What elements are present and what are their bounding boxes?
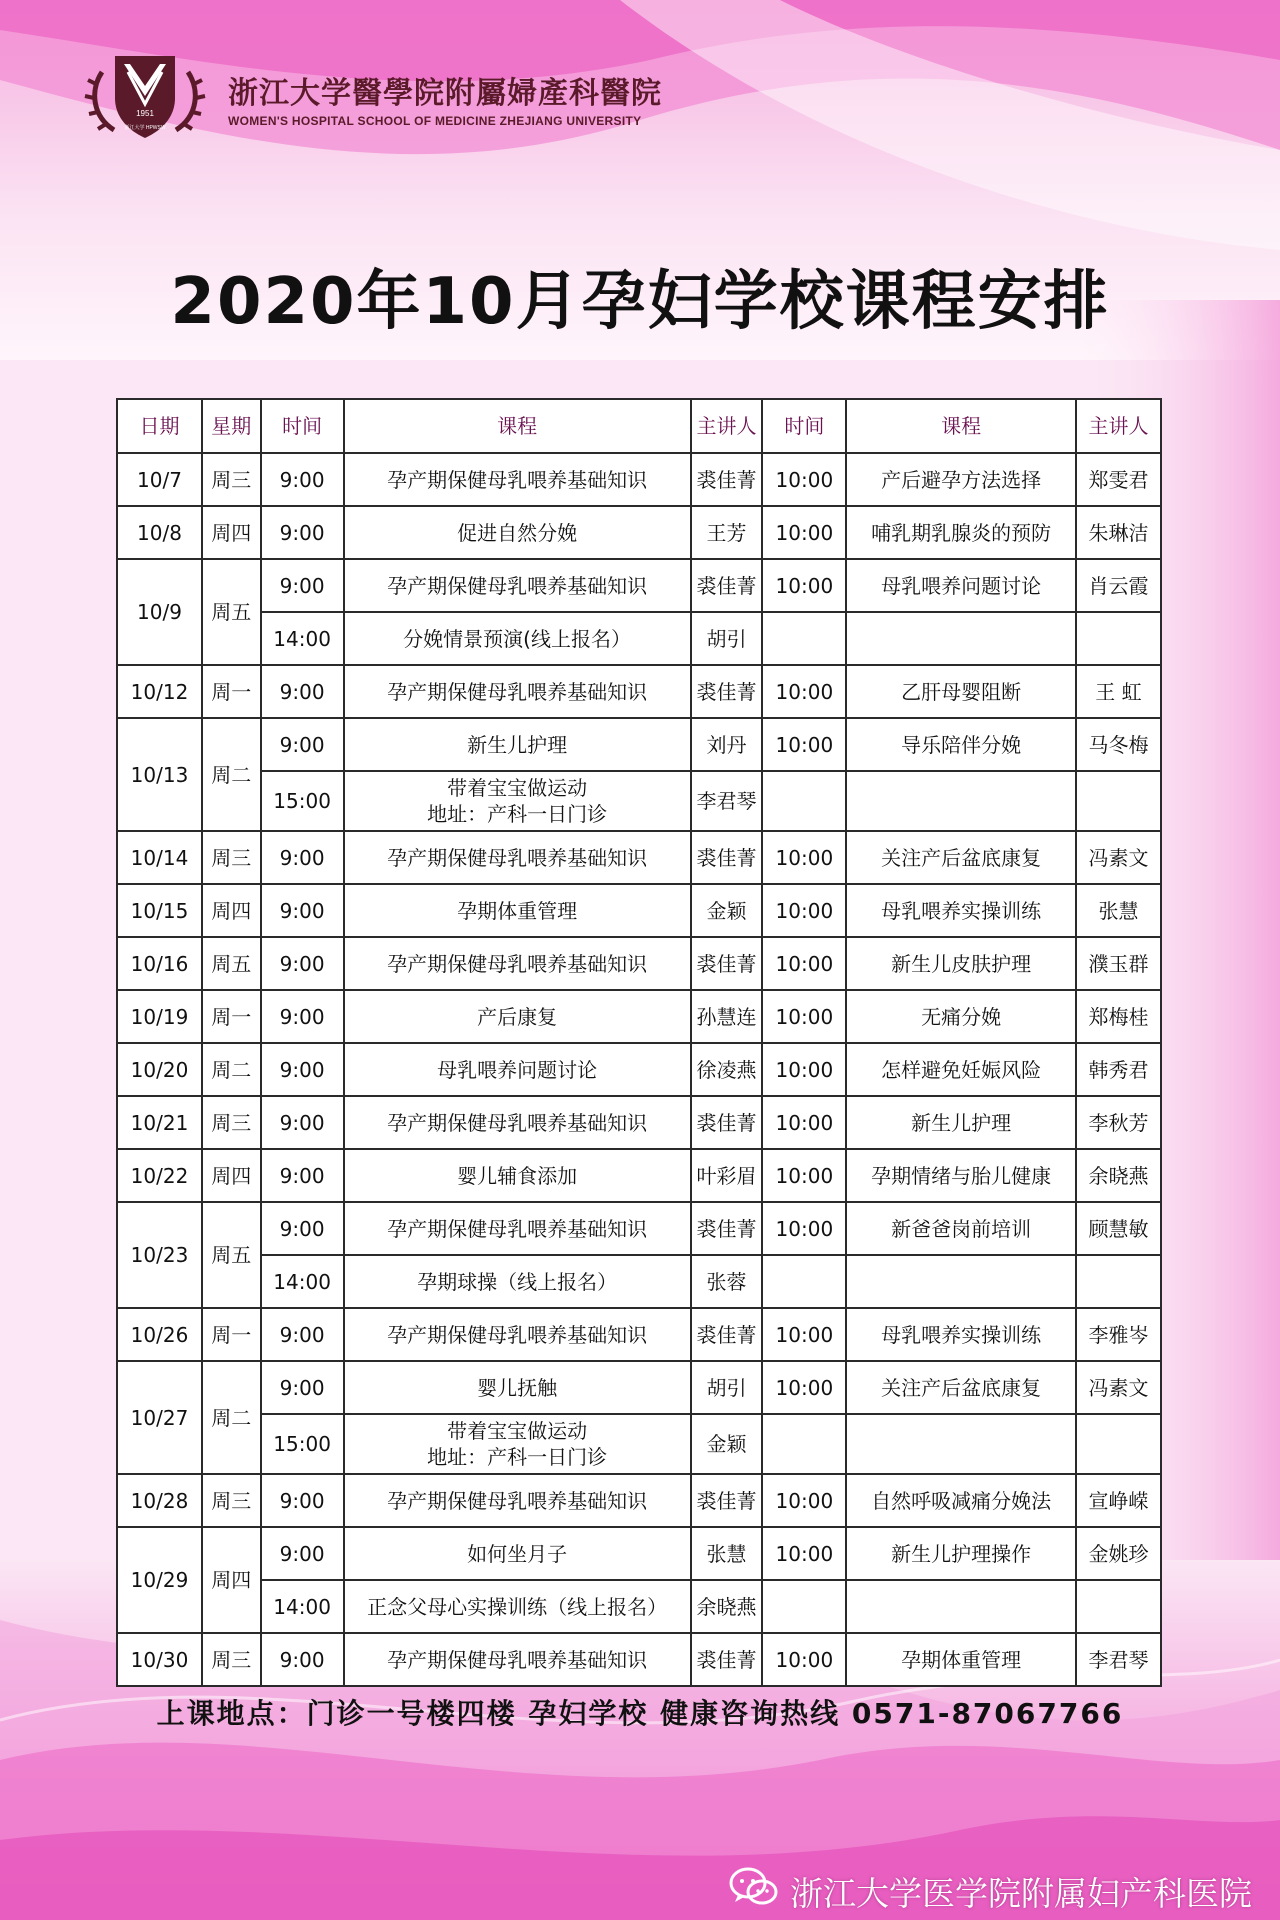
course-cell: 孕产期保健母乳喂养基础知识 [344, 1308, 691, 1361]
course-cell: 导乐陪伴分娩 [846, 718, 1076, 771]
header-lecturer-2: 主讲人 [1076, 399, 1161, 453]
time-cell [762, 612, 846, 665]
time-cell: 9:00 [261, 1202, 344, 1255]
weekday-cell: 周五 [202, 1202, 261, 1308]
course-cell: 乙肝母婴阻断 [846, 665, 1076, 718]
lecturer-cell: 裘佳菁 [691, 665, 763, 718]
weekday-cell: 周四 [202, 884, 261, 937]
weekday-cell: 周三 [202, 1633, 261, 1686]
lecturer-cell: 金姚珍 [1076, 1527, 1161, 1580]
weekday-cell: 周四 [202, 506, 261, 559]
course-cell [846, 771, 1076, 831]
hospital-emblem-logo [80, 50, 210, 140]
course-cell: 孕产期保健母乳喂养基础知识 [344, 453, 691, 506]
lecturer-cell: 裘佳菁 [691, 937, 763, 990]
lecturer-cell: 张慧 [691, 1527, 763, 1580]
table-row [117, 559, 1161, 612]
lecturer-cell: 濮玉群 [1076, 937, 1161, 990]
date-cell: 10/21 [117, 1096, 202, 1149]
weekday-cell: 周三 [202, 1474, 261, 1527]
course-cell [846, 1580, 1076, 1633]
weekday-cell: 周四 [202, 1149, 261, 1202]
lecturer-cell: 胡引 [691, 612, 763, 665]
time-cell: 9:00 [261, 937, 344, 990]
lecturer-cell: 裘佳菁 [691, 831, 763, 884]
lecturer-cell: 余晓燕 [691, 1580, 763, 1633]
weekday-cell: 周二 [202, 1043, 261, 1096]
weekday-cell: 周三 [202, 1096, 261, 1149]
lecturer-cell: 裘佳菁 [691, 453, 763, 506]
table-row [117, 1580, 1161, 1633]
course-cell: 孕产期保健母乳喂养基础知识 [344, 937, 691, 990]
time-cell: 10:00 [762, 1043, 846, 1096]
time-cell: 10:00 [762, 1474, 846, 1527]
lecturer-cell: 顾慧敏 [1076, 1202, 1161, 1255]
lecturer-cell: 王 虹 [1076, 665, 1161, 718]
course-cell: 分娩情景预演(线上报名） [344, 612, 691, 665]
time-cell: 10:00 [762, 831, 846, 884]
lecturer-cell: 王芳 [691, 506, 763, 559]
lecturer-cell: 李君琴 [1076, 1633, 1161, 1686]
course-cell: 孕产期保健母乳喂养基础知识 [344, 1096, 691, 1149]
course-cell: 自然呼吸减痛分娩法 [846, 1474, 1076, 1527]
lecturer-cell [1076, 1255, 1161, 1308]
table-header-row [117, 399, 1161, 453]
course-cell [846, 612, 1076, 665]
table-row [117, 990, 1161, 1043]
lecturer-cell: 裘佳菁 [691, 1308, 763, 1361]
time-cell: 10:00 [762, 1149, 846, 1202]
time-cell: 9:00 [261, 559, 344, 612]
course-cell: 母乳喂养问题讨论 [344, 1043, 691, 1096]
table-row [117, 1149, 1161, 1202]
header-date: 日期 [117, 399, 202, 453]
lecturer-cell: 张蓉 [691, 1255, 763, 1308]
course-cell [344, 771, 691, 831]
date-cell: 10/8 [117, 506, 202, 559]
time-cell: 10:00 [762, 884, 846, 937]
table-row [117, 884, 1161, 937]
weekday-cell: 周二 [202, 1361, 261, 1474]
date-cell: 10/29 [117, 1527, 202, 1633]
table-row [117, 831, 1161, 884]
course-cell: 孕期球操（线上报名） [344, 1255, 691, 1308]
date-cell: 10/23 [117, 1202, 202, 1308]
lecturer-cell: 裘佳菁 [691, 1096, 763, 1149]
time-cell: 10:00 [762, 1527, 846, 1580]
weekday-cell: 周三 [202, 831, 261, 884]
table-row [117, 453, 1161, 506]
lecturer-cell: 刘丹 [691, 718, 763, 771]
time-cell: 10:00 [762, 718, 846, 771]
course-cell: 正念父母心实操训练（线上报名） [344, 1580, 691, 1633]
time-cell: 14:00 [261, 1255, 344, 1308]
lecturer-cell: 马冬梅 [1076, 718, 1161, 771]
course-cell: 新生儿护理 [344, 718, 691, 771]
date-cell: 10/16 [117, 937, 202, 990]
course-cell: 母乳喂养实操训练 [846, 1308, 1076, 1361]
lecturer-cell: 徐凌燕 [691, 1043, 763, 1096]
class-location-hotline: 上课地点：门诊一号楼四楼 孕妇学校 健康咨询热线 0571-87067766 [156, 1697, 1124, 1730]
weekday-cell: 周四 [202, 1527, 261, 1633]
course-name: 带着宝宝做运动 [447, 776, 588, 800]
header-course-2: 课程 [846, 399, 1076, 453]
table-row [117, 1633, 1161, 1686]
course-cell: 母乳喂养实操训练 [846, 884, 1076, 937]
time-cell: 10:00 [762, 1096, 846, 1149]
course-cell [344, 1414, 691, 1474]
table-row [117, 1361, 1161, 1414]
weekday-cell: 周五 [202, 937, 261, 990]
weekday-cell: 周二 [202, 718, 261, 831]
lecturer-cell: 朱琳洁 [1076, 506, 1161, 559]
time-cell: 9:00 [261, 884, 344, 937]
date-cell: 10/14 [117, 831, 202, 884]
time-cell: 9:00 [261, 1308, 344, 1361]
lecturer-cell: 冯素文 [1076, 831, 1161, 884]
lecturer-cell: 肖云霞 [1076, 559, 1161, 612]
header-course-1: 课程 [344, 399, 691, 453]
time-cell: 9:00 [261, 1043, 344, 1096]
course-cell: 孕产期保健母乳喂养基础知识 [344, 559, 691, 612]
course-cell: 孕产期保健母乳喂养基础知识 [344, 1474, 691, 1527]
header-lecturer-1: 主讲人 [691, 399, 763, 453]
date-cell: 10/9 [117, 559, 202, 665]
table-row [117, 937, 1161, 990]
table-row [117, 1202, 1161, 1255]
table-row [117, 718, 1161, 771]
date-cell: 10/13 [117, 718, 202, 831]
time-cell: 10:00 [762, 1308, 846, 1361]
course-cell: 孕产期保健母乳喂养基础知识 [344, 1202, 691, 1255]
time-cell: 10:00 [762, 665, 846, 718]
course-cell: 促进自然分娩 [344, 506, 691, 559]
time-cell: 9:00 [261, 1633, 344, 1686]
wechat-icon [728, 1866, 780, 1908]
course-cell: 婴儿辅食添加 [344, 1149, 691, 1202]
emblem-year: 1951 [136, 109, 154, 118]
date-cell: 10/7 [117, 453, 202, 506]
course-cell: 孕期体重管理 [344, 884, 691, 937]
course-location: 地址：产科一日门诊 [427, 1445, 608, 1469]
lecturer-cell: 宣峥嵘 [1076, 1474, 1161, 1527]
lecturer-cell [1076, 612, 1161, 665]
header-time-1: 时间 [261, 399, 344, 453]
hospital-name-en: WOMEN'S HOSPITAL SCHOOL OF MEDICINE ZHEJIANG UNIVERSITY [228, 114, 642, 128]
weekday-cell: 周一 [202, 665, 261, 718]
lecturer-cell: 金颖 [691, 1414, 763, 1474]
date-cell: 10/30 [117, 1633, 202, 1686]
lecturer-cell: 冯素文 [1076, 1361, 1161, 1414]
table-row [117, 771, 1161, 831]
time-cell: 10:00 [762, 506, 846, 559]
course-cell: 孕产期保健母乳喂养基础知识 [344, 1633, 691, 1686]
header-weekday: 星期 [202, 399, 261, 453]
course-cell: 母乳喂养问题讨论 [846, 559, 1076, 612]
table-body [117, 453, 1161, 1686]
lecturer-cell [1076, 771, 1161, 831]
lecturer-cell: 裘佳菁 [691, 1202, 763, 1255]
time-cell: 15:00 [261, 771, 344, 831]
course-cell: 新爸爸岗前培训 [846, 1202, 1076, 1255]
table-row [117, 612, 1161, 665]
date-cell: 10/15 [117, 884, 202, 937]
table-row [117, 1043, 1161, 1096]
course-cell: 无痛分娩 [846, 990, 1076, 1043]
time-cell: 9:00 [261, 831, 344, 884]
time-cell: 9:00 [261, 453, 344, 506]
table-row [117, 1308, 1161, 1361]
course-cell: 产后康复 [344, 990, 691, 1043]
course-schedule-table [116, 398, 1162, 1687]
course-cell: 孕产期保健母乳喂养基础知识 [344, 665, 691, 718]
date-cell: 10/28 [117, 1474, 202, 1527]
table-row [117, 1096, 1161, 1149]
lecturer-cell: 李君琴 [691, 771, 763, 831]
time-cell: 10:00 [762, 1202, 846, 1255]
lecturer-cell: 郑梅桂 [1076, 990, 1161, 1043]
lecturer-cell [1076, 1580, 1161, 1633]
time-cell: 10:00 [762, 1633, 846, 1686]
course-cell: 新生儿皮肤护理 [846, 937, 1076, 990]
course-cell: 孕产期保健母乳喂养基础知识 [344, 831, 691, 884]
course-cell: 如何坐月子 [344, 1527, 691, 1580]
time-cell [762, 1255, 846, 1308]
table-row [117, 1255, 1161, 1308]
header-time-2: 时间 [762, 399, 846, 453]
time-cell: 10:00 [762, 559, 846, 612]
time-cell: 9:00 [261, 990, 344, 1043]
time-cell: 9:00 [261, 1474, 344, 1527]
lecturer-cell: 韩秀君 [1076, 1043, 1161, 1096]
course-cell: 婴儿抚触 [344, 1361, 691, 1414]
lecturer-cell: 李雅岑 [1076, 1308, 1161, 1361]
table-row [117, 1527, 1161, 1580]
lecturer-cell [1076, 1414, 1161, 1474]
time-cell: 10:00 [762, 1361, 846, 1414]
course-cell: 孕期体重管理 [846, 1633, 1076, 1686]
course-cell: 孕期情绪与胎儿健康 [846, 1149, 1076, 1202]
course-cell: 产后避孕方法选择 [846, 453, 1076, 506]
page-title: 2020年10月孕妇学校课程安排 [170, 265, 1110, 339]
time-cell: 9:00 [261, 1149, 344, 1202]
course-name: 带着宝宝做运动 [447, 1419, 588, 1443]
course-cell: 哺乳期乳腺炎的预防 [846, 506, 1076, 559]
lecturer-cell: 叶彩眉 [691, 1149, 763, 1202]
lecturer-cell: 郑雯君 [1076, 453, 1161, 506]
lecturer-cell: 金颖 [691, 884, 763, 937]
time-cell: 9:00 [261, 1096, 344, 1149]
lecturer-cell: 孙慧连 [691, 990, 763, 1043]
time-cell [762, 1414, 846, 1474]
lecturer-cell: 李秋芳 [1076, 1096, 1161, 1149]
hospital-header [80, 50, 720, 140]
course-cell: 新生儿护理 [846, 1096, 1076, 1149]
course-cell [846, 1414, 1076, 1474]
course-cell: 怎样避免妊娠风险 [846, 1043, 1076, 1096]
weekday-cell: 周三 [202, 453, 261, 506]
course-cell: 新生儿护理操作 [846, 1527, 1076, 1580]
time-cell [762, 1580, 846, 1633]
time-cell: 10:00 [762, 937, 846, 990]
lecturer-cell: 余晓燕 [1076, 1149, 1161, 1202]
time-cell: 9:00 [261, 506, 344, 559]
weekday-cell: 周五 [202, 559, 261, 665]
time-cell: 9:00 [261, 1361, 344, 1414]
date-cell: 10/27 [117, 1361, 202, 1474]
course-location: 地址：产科一日门诊 [427, 802, 608, 826]
emblem-motto: 浙江大学 HPWSW [124, 125, 166, 131]
lecturer-cell: 胡引 [691, 1361, 763, 1414]
time-cell: 14:00 [261, 1580, 344, 1633]
course-cell: 关注产后盆底康复 [846, 831, 1076, 884]
time-cell: 9:00 [261, 665, 344, 718]
watermark-text: 浙江大学医学院附属妇产科医院 [790, 1874, 1252, 1913]
wechat-watermark [728, 1862, 1252, 1914]
table-row [117, 665, 1161, 718]
date-cell: 10/26 [117, 1308, 202, 1361]
weekday-cell: 周一 [202, 990, 261, 1043]
time-cell: 9:00 [261, 718, 344, 771]
lecturer-cell: 张慧 [1076, 884, 1161, 937]
course-cell: 关注产后盆底康复 [846, 1361, 1076, 1414]
date-cell: 10/12 [117, 665, 202, 718]
date-cell: 10/19 [117, 990, 202, 1043]
date-cell: 10/22 [117, 1149, 202, 1202]
lecturer-cell: 裘佳菁 [691, 1474, 763, 1527]
lecturer-cell: 裘佳菁 [691, 559, 763, 612]
time-cell: 10:00 [762, 453, 846, 506]
time-cell: 9:00 [261, 1527, 344, 1580]
time-cell [762, 771, 846, 831]
table-row [117, 506, 1161, 559]
time-cell: 15:00 [261, 1414, 344, 1474]
table-row [117, 1474, 1161, 1527]
date-cell: 10/20 [117, 1043, 202, 1096]
time-cell: 10:00 [762, 990, 846, 1043]
hospital-name-cn: 浙江大学醫學院附屬婦產科醫院 [228, 76, 662, 111]
lecturer-cell: 裘佳菁 [691, 1633, 763, 1686]
weekday-cell: 周一 [202, 1308, 261, 1361]
course-cell [846, 1255, 1076, 1308]
time-cell: 14:00 [261, 612, 344, 665]
table-row [117, 1414, 1161, 1474]
